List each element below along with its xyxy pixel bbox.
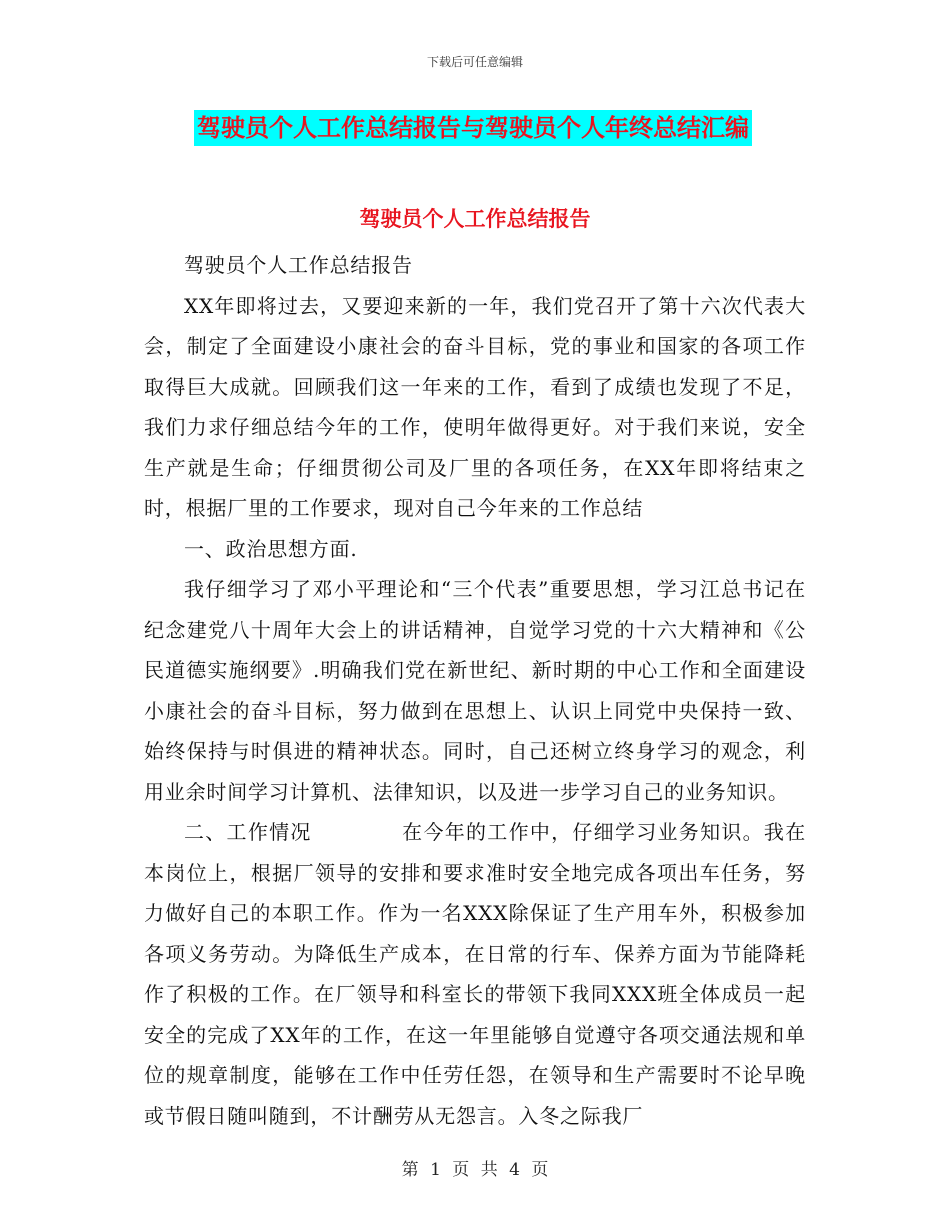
paragraph-heading: 驾驶员个人工作总结报告 — [184, 253, 413, 277]
document-body — [144, 245, 806, 1136]
paragraph-intro: XX年即将过去，又要迎来新的一年，我们党召开了第十六次代表大会，制定了全面建设小康社会的奋斗目标，党的事业和国家的各项工作取得巨大成就。回顾我们这一年来的工作，看到了成绩也发现了不足，我们力求仔细总结今年的工作，使明年做得更好。对于我们来说，安全生产就是生命；仔细贯彻公司及厂里的各项任务，在XX年即将结束之时，根据厂里的工作要求，现对自己今年来的工作总结 — [144, 293, 806, 520]
work-body: 在今年的工作中，仔细学习业务知识。我在本岗位上，根据厂领导的安排和要求准时安全地完成各项出车任务，努力做好自己的本职工作。作为一名XXX除保证了生产用车外，积极参加各项义务劳动。为降低生产成本，在日常的行车、保养方面为节能降耗作了积极的工作。在厂领导和科室长的带领下我同XXX班全体成员一起安全的完成了XX年的工作，在这一年里能够自觉遵守各项交通法规和单位的规章制度，能够在工作中任劳任怨，在领导和生产需要时不论早晚或节假日随叫随到，不计酬劳从无怨言。入冬之际我厂 — [144, 820, 806, 1128]
paragraph-political-heading: 一、政治思想方面. — [184, 536, 358, 561]
work-heading: 二、工作情况 — [184, 820, 312, 844]
header-note: 下载后可任意编辑 — [426, 55, 523, 69]
page-footer: 第 1 页 共 4 页 — [401, 1160, 549, 1180]
paragraph-political-body: 我仔细学习了邓小平理论和“三个代表”重要思想，学习江总书记在纪念建党八十周年大会上的讲话精神，自觉学习党的十六大精神和《公民道德实施纲要》.明确我们党在新世纪、新时期的中心工作和全面建设小康社会的奋斗目标，努力做到在思想上、认识上同党中央保持一致、始终保持与时俱进的精神状态。同时，自己还树立终身学习的观念，利用业余时间学习计算机、法律知识，以及进一步学习自己的业务知识。 — [144, 577, 806, 804]
paragraph-work — [144, 812, 806, 1136]
document-main-title: 驾驶员个人工作总结报告与驾驶员个人年终总结汇编 — [194, 110, 752, 146]
section-title: 驾驶员个人工作总结报告 — [359, 207, 591, 231]
